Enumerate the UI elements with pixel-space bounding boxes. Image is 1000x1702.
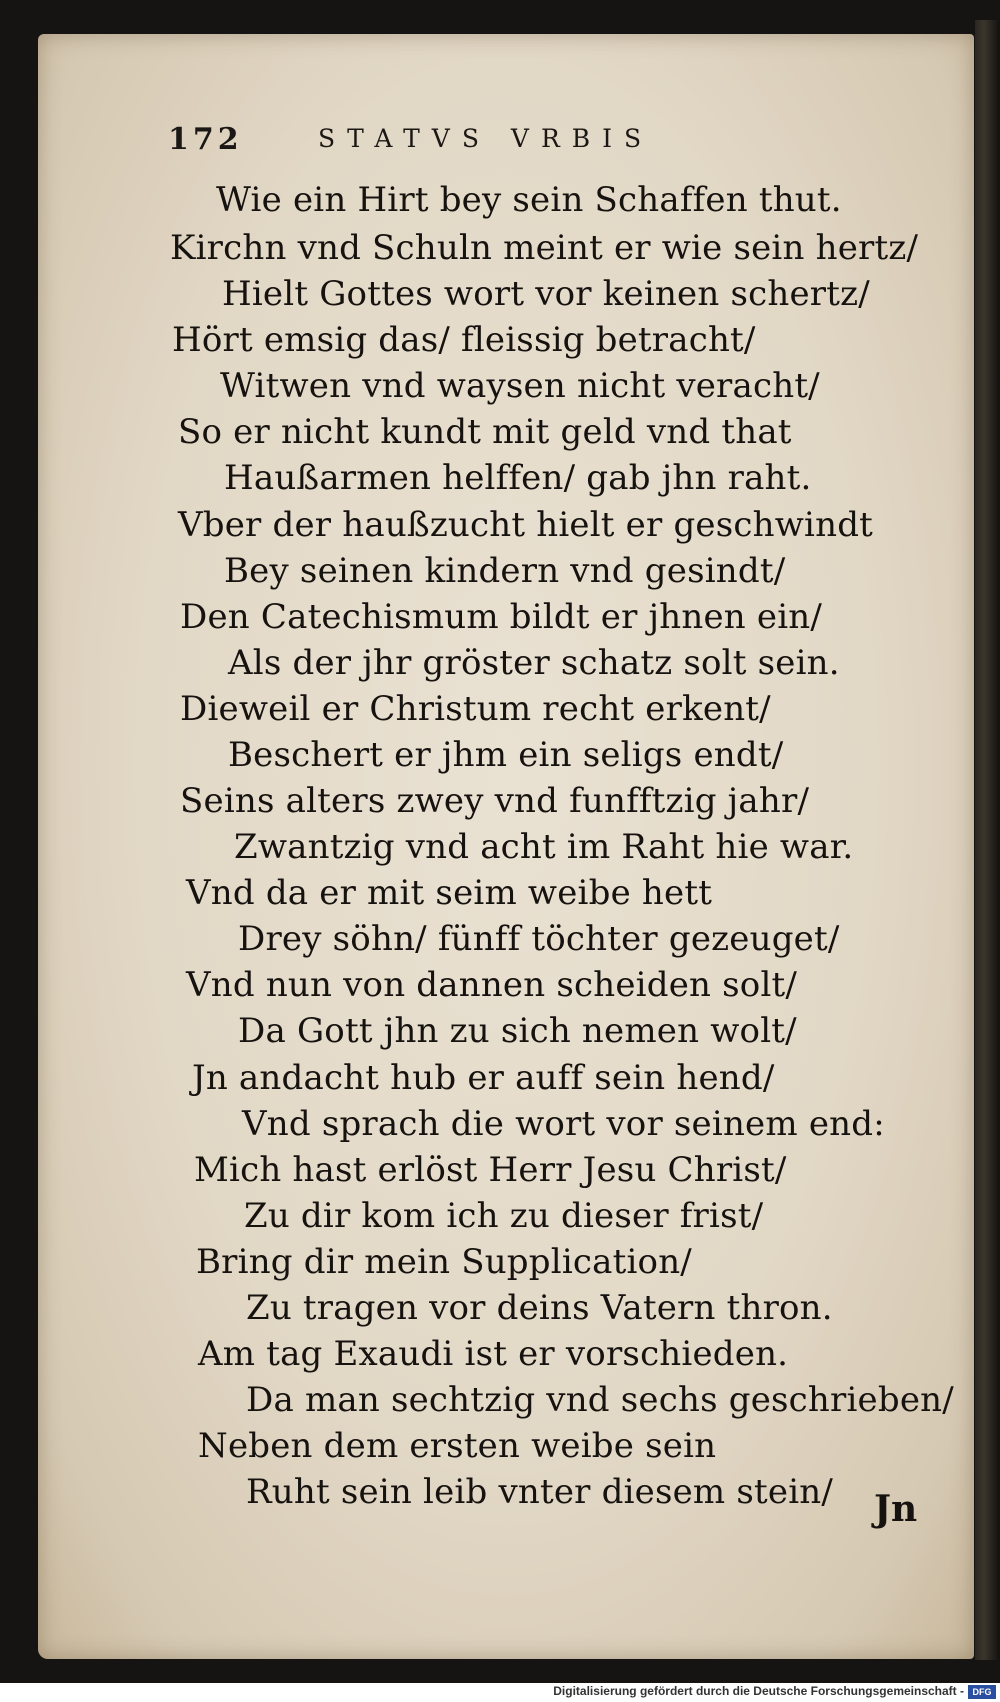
verse-line: Ruht sein leib vnter diesem stein/ bbox=[246, 1472, 834, 1512]
verse-line: Mich hast erlöst Herr Jesu Christ/ bbox=[194, 1150, 787, 1190]
verse-line: Vnd nun von dannen scheiden solt/ bbox=[186, 965, 798, 1005]
verse-line: Drey söhn/ fünff töchter gezeuget/ bbox=[238, 919, 840, 959]
verse-line: Kirchn vnd Schuln meint er wie sein hertz/ bbox=[170, 228, 919, 268]
funding-credit: Digitalisierung gefördert durch die Deutsche Forschungsgemeinschaft - bbox=[553, 1684, 964, 1698]
verse-line: Vnd da er mit seim weibe hett bbox=[186, 873, 713, 913]
verse-line: Witwen vnd waysen nicht veracht/ bbox=[220, 366, 820, 406]
verse-line: So er nicht kundt mit geld vnd that bbox=[178, 412, 792, 452]
footer-bar bbox=[0, 1683, 1000, 1702]
verse-line: Am tag Exaudi ist er vorschieden. bbox=[198, 1334, 789, 1374]
verse-line: Zu tragen vor deins Vatern thron. bbox=[246, 1288, 833, 1328]
verse-line: Beschert er jhm ein seligs endt/ bbox=[228, 735, 784, 775]
verse-line: Haußarmen helffen/ gab jhn raht. bbox=[224, 458, 812, 498]
verse-line: Bring dir mein Supplication/ bbox=[196, 1242, 692, 1282]
page-number: 172 bbox=[168, 122, 243, 157]
verse-line: Hielt Gottes wort vor keinen schertz/ bbox=[222, 274, 870, 314]
verse-line: Jn andacht hub er auff sein hend/ bbox=[192, 1058, 775, 1098]
verse-line: Hört emsig das/ fleissig betracht/ bbox=[172, 320, 756, 360]
verse-line: Da man sechtzig vnd sechs geschrieben/ bbox=[246, 1380, 954, 1420]
dfg-logo-icon: DFG bbox=[968, 1685, 996, 1699]
running-title: STATVS VRBIS bbox=[318, 124, 654, 153]
verse-line: Wie ein Hirt bey sein Schaffen thut. bbox=[216, 180, 842, 220]
verse-line: Vber der haußzucht hielt er geschwindt bbox=[178, 505, 874, 545]
verse-line: Zu dir kom ich zu dieser frist/ bbox=[244, 1196, 764, 1236]
verse-line: Seins alters zwey vnd funfftzig jahr/ bbox=[180, 781, 810, 821]
verse-line: Neben dem ersten weibe sein bbox=[198, 1426, 717, 1466]
verse-line: Bey seinen kindern vnd gesindt/ bbox=[224, 551, 786, 591]
verse-line: Dieweil er Christum recht erkent/ bbox=[180, 689, 771, 729]
verse-line: Vnd sprach die wort vor seinem end: bbox=[242, 1104, 885, 1144]
verse-line: Den Catechismum bildt er jhnen ein/ bbox=[180, 597, 823, 637]
verse-line: Zwantzig vnd acht im Raht hie war. bbox=[234, 827, 854, 867]
verse-line: Als der jhr gröster schatz solt sein. bbox=[228, 643, 840, 683]
catchword: Jn bbox=[874, 1488, 918, 1530]
verse-line: Da Gott jhn zu sich nemen wolt/ bbox=[238, 1011, 797, 1051]
